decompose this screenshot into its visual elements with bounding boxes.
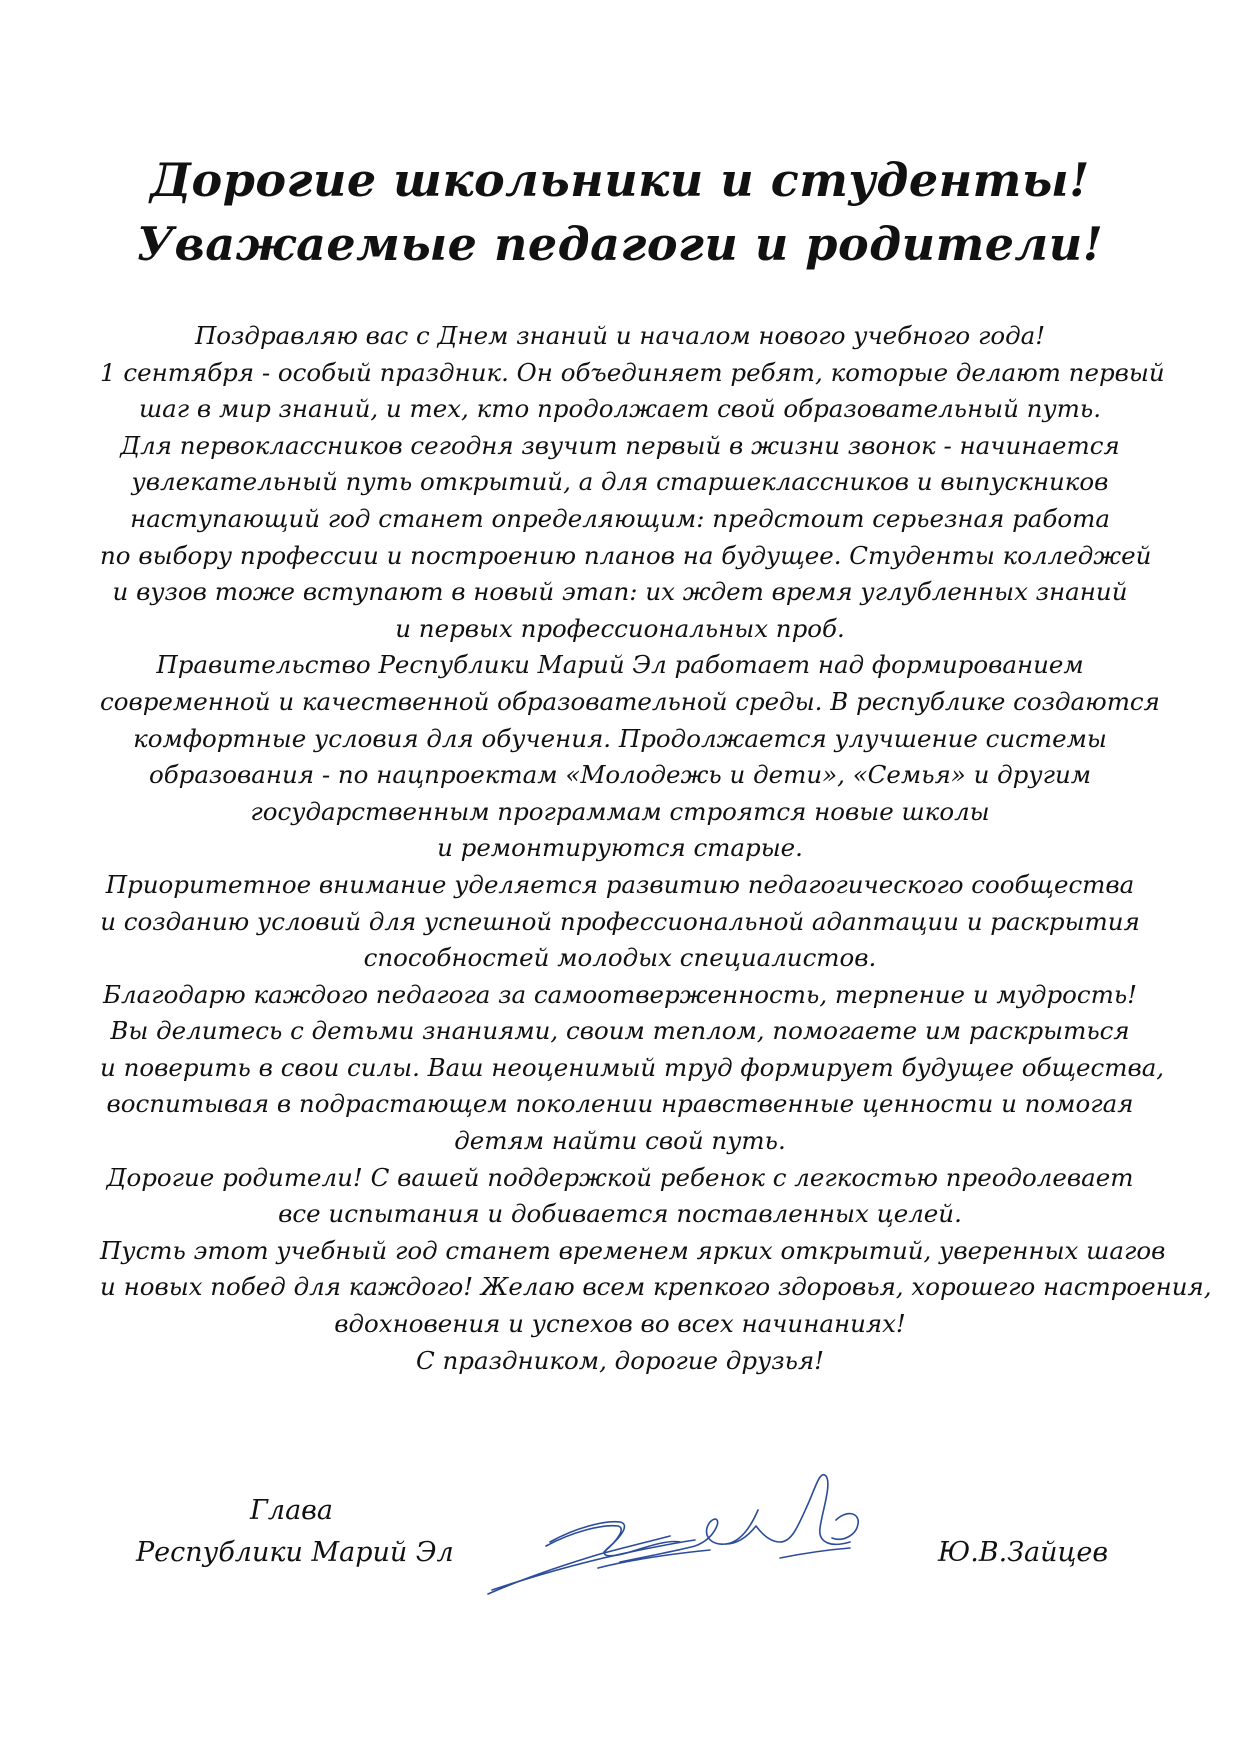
body-line: наступающий год станет определяющим: предстоит серьезная работа (130, 503, 1110, 533)
body-line: способностей молодых специалистов. (363, 943, 877, 973)
body-line: детям найти свой путь. (454, 1126, 786, 1156)
signatory-title-line-1: Глава (250, 1495, 333, 1526)
body-line: увлекательный путь открытий, а для старшеклассников и выпускников (131, 467, 1109, 497)
body-line: государственным программам строятся новые школы (250, 796, 990, 826)
body-line: Благодарю каждого педагога за самоотверженность, терпение и мудрость! (102, 979, 1138, 1009)
body-line: все испытания и добивается поставленных целей. (278, 1199, 962, 1229)
letter-body (100, 318, 1212, 1379)
body-line: Поздравляю вас с Днем знаний и началом нового учебного года! (194, 321, 1046, 350)
greeting-line-1: Дорогие школьники и студенты! (150, 153, 1090, 207)
signatory-title (120, 1490, 460, 1574)
body-line: Дорогие родители! С вашей поддержкой ребенок с легкостью преодолевает (106, 1162, 1134, 1192)
greeting-header (0, 148, 1240, 276)
body-line: и вузов тоже вступают в новый этап: их ждет время углубленных знаний (112, 577, 1128, 607)
body-line: и ремонтируются старые. (437, 833, 803, 863)
body-line: по выбору профессии и построению планов на будущее. Студенты колледжей (100, 540, 1152, 570)
greeting-line-2: Уважаемые педагоги и родители! (136, 217, 1104, 271)
body-line: и новых побед для каждого! Желаю всем крепкого здоровья, хорошего настроения, (100, 1272, 1212, 1302)
handwritten-signature (480, 1462, 900, 1612)
body-line: шаг в мир знаний, и тех, кто продолжает свой образовательный путь. (138, 394, 1102, 424)
body-line: современной и качественной образовательной среды. В республике создаются (100, 686, 1160, 716)
body-line: Правительство Республики Марий Эл работает над формированием (156, 650, 1084, 680)
body-line: образования - по нацпроектам «Молодежь и дети», «Семья» и другим (148, 760, 1092, 790)
body-line: и первых профессиональных проб. (395, 613, 845, 643)
signatory-title-line-2: Республики Марий Эл (136, 1537, 454, 1568)
body-line: комфортные условия для обучения. Продолжается улучшение системы (133, 723, 1107, 753)
body-line: 1 сентября - особый праздник. Он объединяет ребят, которые делают первый (100, 357, 1165, 387)
signatory-name: Ю.В.Зайцев (938, 1537, 1109, 1568)
body-line: Пусть этот учебный год станет временем ярких открытий, уверенных шагов (100, 1235, 1166, 1265)
body-line: Для первоклассников сегодня звучит первый в жизни звонок - начинается (120, 430, 1120, 460)
body-line: Вы делитесь с детьми знаниями, своим теплом, помогаете им раскрыться (110, 1016, 1130, 1046)
body-line: и поверить в свои силы. Ваш неоценимый труд формирует будущее общества, (100, 1052, 1165, 1082)
body-line: С праздником, дорогие друзья! (415, 1345, 825, 1375)
body-line: воспитывая в подрастающем поколении нравственные ценности и помогая (106, 1089, 1134, 1119)
body-line: Приоритетное внимание уделяется развитию педагогического сообщества (105, 869, 1135, 899)
body-line: и созданию условий для успешной профессиональной адаптации и раскрытия (100, 906, 1140, 936)
body-line: вдохновения и успехов во всех начинаниях! (334, 1309, 906, 1339)
